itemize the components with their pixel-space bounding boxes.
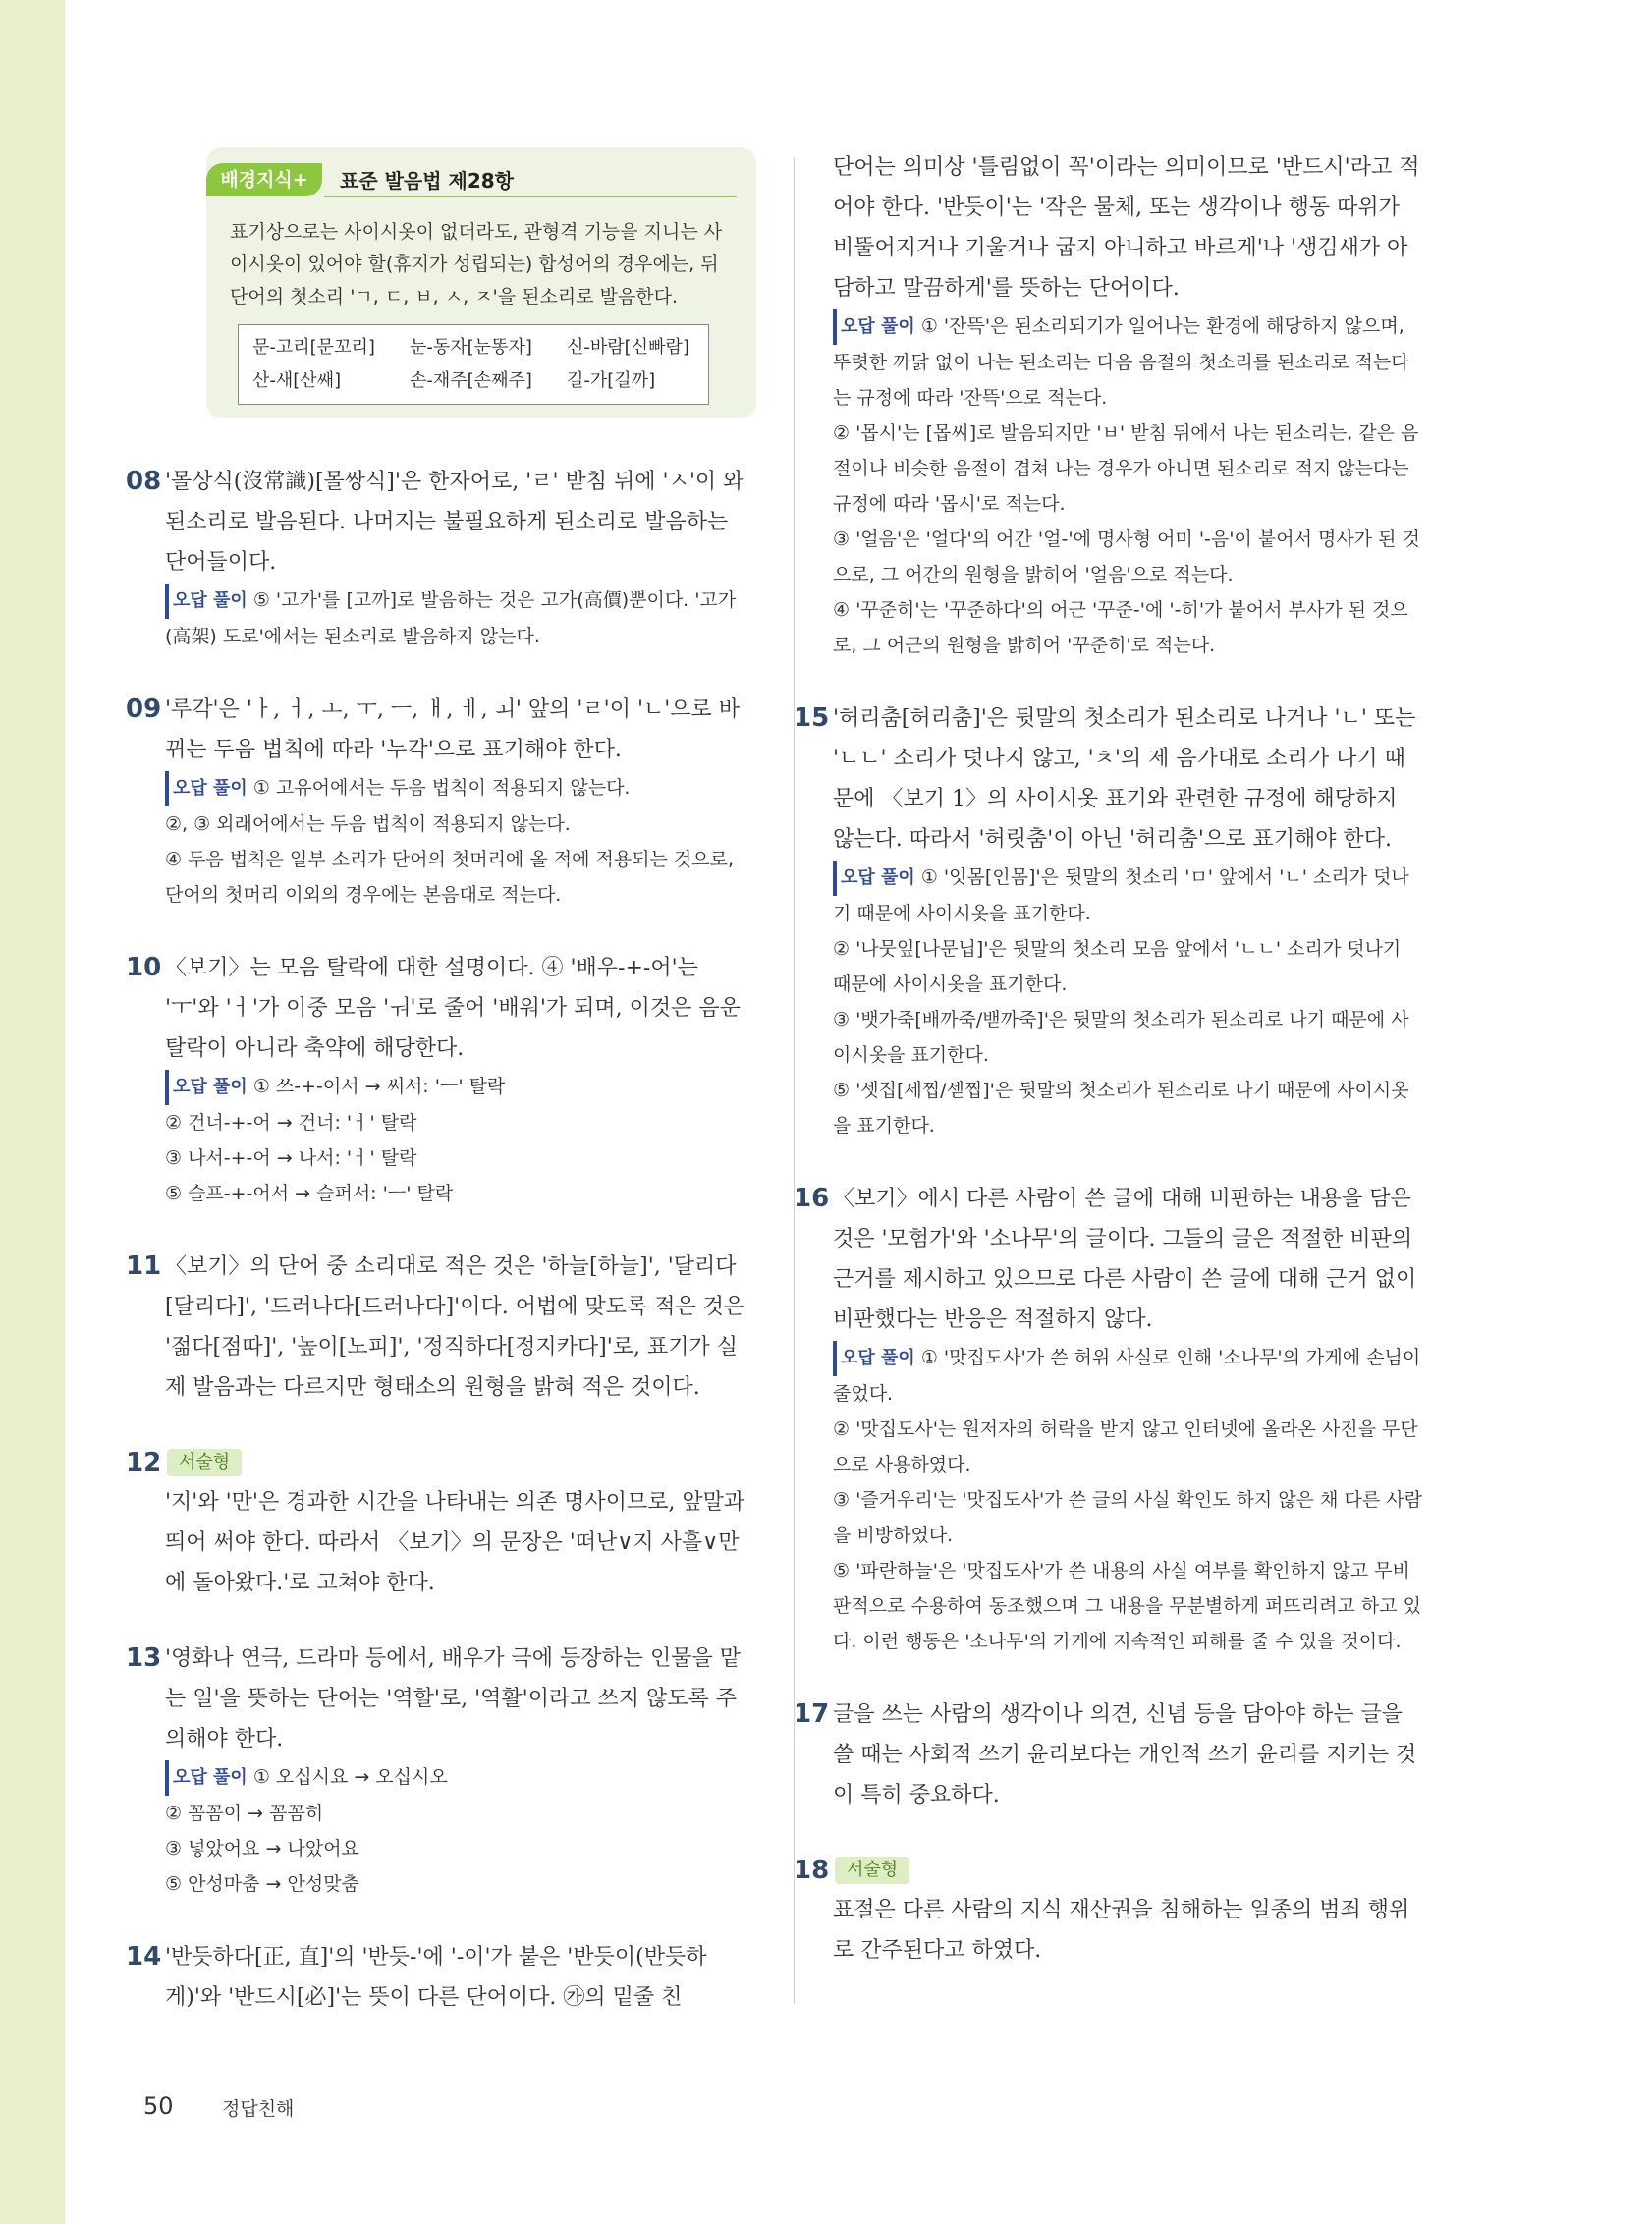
wrong-answer-line (165, 842, 754, 913)
wrong-answer-line (165, 1866, 754, 1902)
example-row (252, 331, 708, 364)
wrong-answer-label: 오답 풀이 (165, 584, 248, 619)
left-items-list (126, 462, 754, 2018)
wrong-answer-line (833, 1412, 1422, 1482)
answer-item (794, 1851, 1422, 1971)
wrong-answer-block (165, 1069, 754, 1211)
wrong-answer-text: ① '잔뜩'은 된소리되기가 일어나는 환경에 해당하지 않으며, 뚜렷한 까닭 없이 나는 된소리는 다음 음절의 첫소리를 된소리로 적는다는 규정에 따라 '잔뜩'으로 적는다. (833, 315, 1409, 409)
item-main-text: '몰상식(沒常識)[몰쌍식]'은 한자어로, 'ㄹ' 받침 뒤에 'ㅅ'이 와 된소리로 발음된다. 나머지는 불필요하게 된소리로 발음하는 단어들이다. (165, 470, 744, 575)
background-knowledge-box (206, 147, 756, 418)
side-color-strip (0, 0, 65, 2224)
wrong-answer-text: ⑤ '파란하늘'은 '맛집도사'가 쓴 내용의 사실 여부를 확인하지 않고 무비판적으로 수용하여 동조했으며 그 내용을 무분별하게 퍼뜨리려고 하고 있다. 이런 행동은 '소나무'의 가게에 지속적인 피해를 줄 수 있을 것이다. (833, 1560, 1421, 1652)
answer-item (126, 1937, 754, 2018)
item-main-text: 단어는 의미상 '틀림없이 꼭'이라는 의미이므로 '반드시'라고 적어야 한다. '반듯이'는 '작은 물체, 또는 생각이나 행동 따위가 비뚤어지거나 기울거나 굽지 아니하고 바르게'나 '생김새가 아담하고 말끔하게'를 뜻하는 단어이다. (833, 155, 1420, 301)
right-column (794, 147, 1422, 2006)
example-word: 길-가[길까] (567, 370, 656, 391)
example-word: 산-새[산쌔] (252, 370, 342, 391)
wrong-answer-line (165, 1069, 754, 1105)
background-box-header (206, 163, 737, 196)
answer-item (126, 690, 754, 913)
example-word: 손-재주[손째주] (410, 370, 532, 391)
item-number: 09 (126, 695, 162, 724)
wrong-answer-block (833, 1340, 1422, 1659)
answer-item (794, 1695, 1422, 1815)
wrong-answer-line (165, 1176, 754, 1211)
wrong-answer-block (165, 1759, 754, 1902)
wrong-answer-text: ② 건너-+-어 → 건너: 'ㅓ' 탈락 (165, 1112, 417, 1134)
wrong-answer-text: ② 꼼꼼이 → 꼼꼼히 (165, 1803, 324, 1824)
wrong-answer-text: ① '맛집도사'가 쓴 허위 사실로 인해 '소나무'의 가게에 손님이 줄었다. (833, 1347, 1421, 1405)
item-main-text: '반듯하다[正, 直]'의 '반듯-'에 '-이'가 붙은 '반듯이(반듯하게)'와 '반드시[必]'는 뜻이 다른 단어이다. ㉮의 밑줄 친 (165, 1945, 707, 2010)
item-main-text: '루각'은 'ㅏ, ㅓ, ㅗ, ㅜ, ㅡ, ㅐ, ㅔ, ㅚ' 앞의 'ㄹ'이 'ㄴ'으로 바뀌는 두음 법칙에 따라 '누각'으로 표기해야 한다. (165, 697, 741, 762)
item-number: 16 (794, 1184, 830, 1213)
answer-item (126, 1443, 754, 1603)
wrong-answer-line (833, 1340, 1422, 1412)
wrong-answer-text: ③ '즐거우리'는 '맛집도사'가 쓴 글의 사실 확인도 하지 않은 채 다른 사람을 비방하였다. (833, 1489, 1422, 1546)
header-rule (324, 196, 737, 197)
example-word: 문-고리[문꼬리] (252, 337, 375, 358)
wrong-answer-line (165, 770, 754, 806)
wrong-answer-text: ② '맛집도사'는 원저자의 허락을 받지 않고 인터넷에 올라온 사진을 무단으로 사용하였다. (833, 1418, 1418, 1475)
essay-tag-row (833, 1851, 1422, 1890)
wrong-answer-line (165, 583, 754, 654)
wrong-answer-line (165, 1105, 754, 1140)
wrong-answer-line (833, 1002, 1422, 1073)
wrong-answer-line (833, 1553, 1422, 1659)
wrong-answer-line (165, 1759, 754, 1796)
example-word: 눈-동자[눈똥자] (410, 337, 532, 358)
left-column (126, 147, 754, 2053)
answer-item (794, 698, 1422, 1143)
wrong-answer-line (165, 1796, 754, 1831)
answer-item (126, 462, 754, 654)
item-main-text: '지'와 '만'은 경과한 시간을 나타내는 의존 명사이므로, 앞말과 띄어 써야 한다. 따라서 〈보기〉의 문장은 '떠난∨지 사흘∨만에 돌아왔다.'로 고쳐야 한다. (165, 1490, 745, 1595)
essay-tag-row (165, 1443, 754, 1482)
wrong-answer-block (833, 308, 1422, 663)
item-number: 17 (794, 1699, 830, 1729)
wrong-answer-line (833, 1073, 1422, 1143)
answer-item (126, 948, 754, 1211)
wrong-answer-text: ③ 넣았어요 → 나았어요 (165, 1838, 359, 1860)
wrong-answer-line (833, 416, 1422, 522)
item-number: 11 (126, 1251, 162, 1281)
item-number: 10 (126, 953, 162, 982)
wrong-answer-line (833, 308, 1422, 416)
essay-type-tag: 서술형 (835, 1857, 909, 1884)
right-items-list (794, 698, 1422, 1971)
item-main-text: '영화나 연극, 드라마 등에서, 배우가 극에 등장하는 인물을 맡는 일'을 뜻하는 단어는 '역할'로, '역활'이라고 쓰지 않도록 주의해야 한다. (165, 1646, 742, 1751)
wrong-answer-line (833, 592, 1422, 663)
wrong-answer-text: ① 쓰-+-어서 → 써서: 'ㅡ' 탈락 (252, 1076, 506, 1097)
wrong-answer-text: ②, ③ 외래어에서는 두음 법칙이 적용되지 않는다. (165, 813, 571, 835)
item-number: 08 (126, 467, 162, 496)
wrong-answer-block (165, 770, 754, 913)
wrong-answer-label: 오답 풀이 (165, 771, 248, 806)
example-row (252, 364, 708, 398)
answer-item (126, 1247, 754, 1408)
wrong-answer-text: ② '나뭇잎[나문닙]'은 뒷말의 첫소리 모음 앞에서 'ㄴㄴ' 소리가 덧나기 때문에 사이시옷을 표기한다. (833, 938, 1402, 995)
example-word: 신-바람[신빠람] (567, 337, 689, 358)
example-box (238, 324, 709, 405)
item-main-text: 〈보기〉는 모음 탈락에 대한 설명이다. ④ '배우-+-어'는 'ㅜ'와 'ㅓ'가 이중 모음 'ㅝ'로 줄어 '배워'가 되며, 이것은 음운 탈락이 아니라 축약에 해당한다. (165, 956, 741, 1061)
wrong-answer-text: ④ 두음 법칙은 일부 소리가 단어의 첫머리에 올 적에 적용되는 것으로, 단어의 첫머리 이외의 경우에는 본음대로 적는다. (165, 849, 735, 906)
wrong-answer-text: ② '몹시'는 [몹씨]로 발음되지만 'ㅂ' 받침 뒤에서 나는 된소리는, 같은 음절이나 비슷한 음절이 겹쳐 나는 경우가 아니면 된소리로 적지 않는다는 규정에 따라 '몹시'로 적는다. (833, 422, 1419, 515)
wrong-answer-text: ① 고유어에서는 두음 법칙이 적용되지 않는다. (252, 777, 631, 799)
wrong-answer-text: ① '잇몸[인몸]'은 뒷말의 첫소리 'ㅁ' 앞에서 'ㄴ' 소리가 덧나기 때문에 사이시옷을 표기한다. (833, 866, 1409, 924)
item-number: 12 (126, 1448, 162, 1477)
item-main-text: 글을 쓰는 사람의 생각이나 의견, 신념 등을 담아야 하는 글을 쓸 때는 사회적 쓰기 윤리보다는 개인적 쓰기 윤리를 지키는 것이 특히 중요하다. (833, 1702, 1417, 1807)
wrong-answer-block (833, 860, 1422, 1143)
wrong-answer-label: 오답 풀이 (833, 861, 915, 896)
item-number: 13 (126, 1643, 162, 1673)
footer-label: 정답친해 (222, 2098, 295, 2120)
wrong-answer-text: ③ '뱃가죽[배까죽/밷까죽]'은 뒷말의 첫소리가 된소리로 나기 때문에 사이시옷을 표기한다. (833, 1009, 1409, 1066)
wrong-answer-line (833, 1482, 1422, 1553)
essay-type-tag: 서술형 (167, 1449, 242, 1476)
background-body: 표기상으로는 사이시옷이 없더라도, 관형격 기능을 지니는 사이시옷이 있어야 할(휴지가 성립되는) 합성어의 경우에는, 뒤 단어의 첫소리 'ㄱ, ㄷ, ㅂ, ㅅ, ㅈ'을 된소리로 발음한다. (230, 221, 723, 307)
item-main-text: 표절은 다른 사람의 지식 재산권을 침해하는 일종의 범죄 행위로 간주된다고 하였다. (833, 1898, 1410, 1963)
wrong-answer-label: 오답 풀이 (165, 1070, 248, 1105)
wrong-answer-text: ⑤ '셋집[세찝/섿찝]'은 뒷말의 첫소리가 된소리로 나기 때문에 사이시옷을 표기한다. (833, 1080, 1409, 1137)
background-title: 표준 발음법 제28항 (340, 169, 514, 193)
item-main-text: 〈보기〉의 단어 중 소리대로 적은 것은 '하늘[하늘]', '달리다[달리다]', '드러나다[드러나다]'이다. 어법에 맞도록 적은 것은 '젊다[점따]', '높이[노피]', '정직하다[정지카다]'로, 표기가 실제 발음과는 다르지만 형태소의 원형을 밝혀 적은 것이다. (165, 1254, 745, 1400)
wrong-answer-line (833, 931, 1422, 1002)
wrong-answer-text: ① 오십시요 → 오십시오 (252, 1766, 448, 1788)
item-number: 14 (126, 1942, 162, 1972)
wrong-answer-line (833, 860, 1422, 931)
wrong-answer-line (833, 522, 1422, 592)
wrong-answer-text: ⑤ 슬프-+-어서 → 슬퍼서: 'ㅡ' 탈락 (165, 1183, 454, 1204)
item-number: 18 (794, 1856, 830, 1885)
item-main-text: 〈보기〉에서 다른 사람이 쓴 글에 대해 비판하는 내용을 담은 것은 '모험가'와 '소나무'의 글이다. 그들의 글은 적절한 비판의 근거를 제시하고 있으므로 다른 사람이 쓴 글에 대해 근거 없이 비판했다는 반응은 적절하지 않다. (833, 1187, 1417, 1332)
wrong-answer-text: ③ 나서-+-어 → 나서: 'ㅓ' 탈락 (165, 1147, 417, 1169)
answer-item (126, 1639, 754, 1902)
page-number: 50 (143, 2092, 174, 2120)
wrong-answer-block (165, 583, 754, 654)
answer-item (794, 1179, 1422, 1659)
wrong-answer-label: 오답 풀이 (833, 309, 915, 345)
continued-explanation (833, 147, 1422, 663)
wrong-answer-text: ⑤ '고가'를 [고까]로 발음하는 것은 고가(高價)뿐이다. '고가(高架) 도로'에서는 된소리로 발음하지 않는다. (165, 589, 737, 647)
wrong-answer-line (165, 1140, 754, 1176)
wrong-answer-text: ④ '꾸준히'는 '꾸준하다'의 어근 '꾸준-'에 '-히'가 붙어서 부사가 된 것으로, 그 어근의 원형을 밝히어 '꾸준히'로 적는다. (833, 599, 1408, 656)
wrong-answer-label: 오답 풀이 (165, 1760, 248, 1796)
wrong-answer-line (165, 1831, 754, 1866)
wrong-answer-text: ③ '얼음'은 '얼다'의 어간 '얼-'에 명사형 어미 '-음'이 붙어서 명사가 된 것으로, 그 어간의 원형을 밝히어 '얼음'으로 적는다. (833, 528, 1420, 585)
background-tag: 배경지식+ (206, 163, 322, 196)
item-number: 15 (794, 703, 830, 733)
wrong-answer-label: 오답 풀이 (833, 1341, 915, 1376)
wrong-answer-line (165, 806, 754, 842)
item-main-text: '허리춤[허리춤]'은 뒷말의 첫소리가 된소리로 나거나 'ㄴ' 또는 'ㄴㄴ' 소리가 덧나지 않고, 'ㅊ'의 제 음가대로 소리가 나기 때문에 〈보기 1〉의 사이시옷 표기와 관련한 규정에 해당하지 않는다. 따라서 '허릿춤'이 아닌 '허리춤'으로 표기해야 한다. (833, 706, 1416, 852)
wrong-answer-text: ⑤ 안성마춤 → 안성맞춤 (165, 1873, 359, 1895)
